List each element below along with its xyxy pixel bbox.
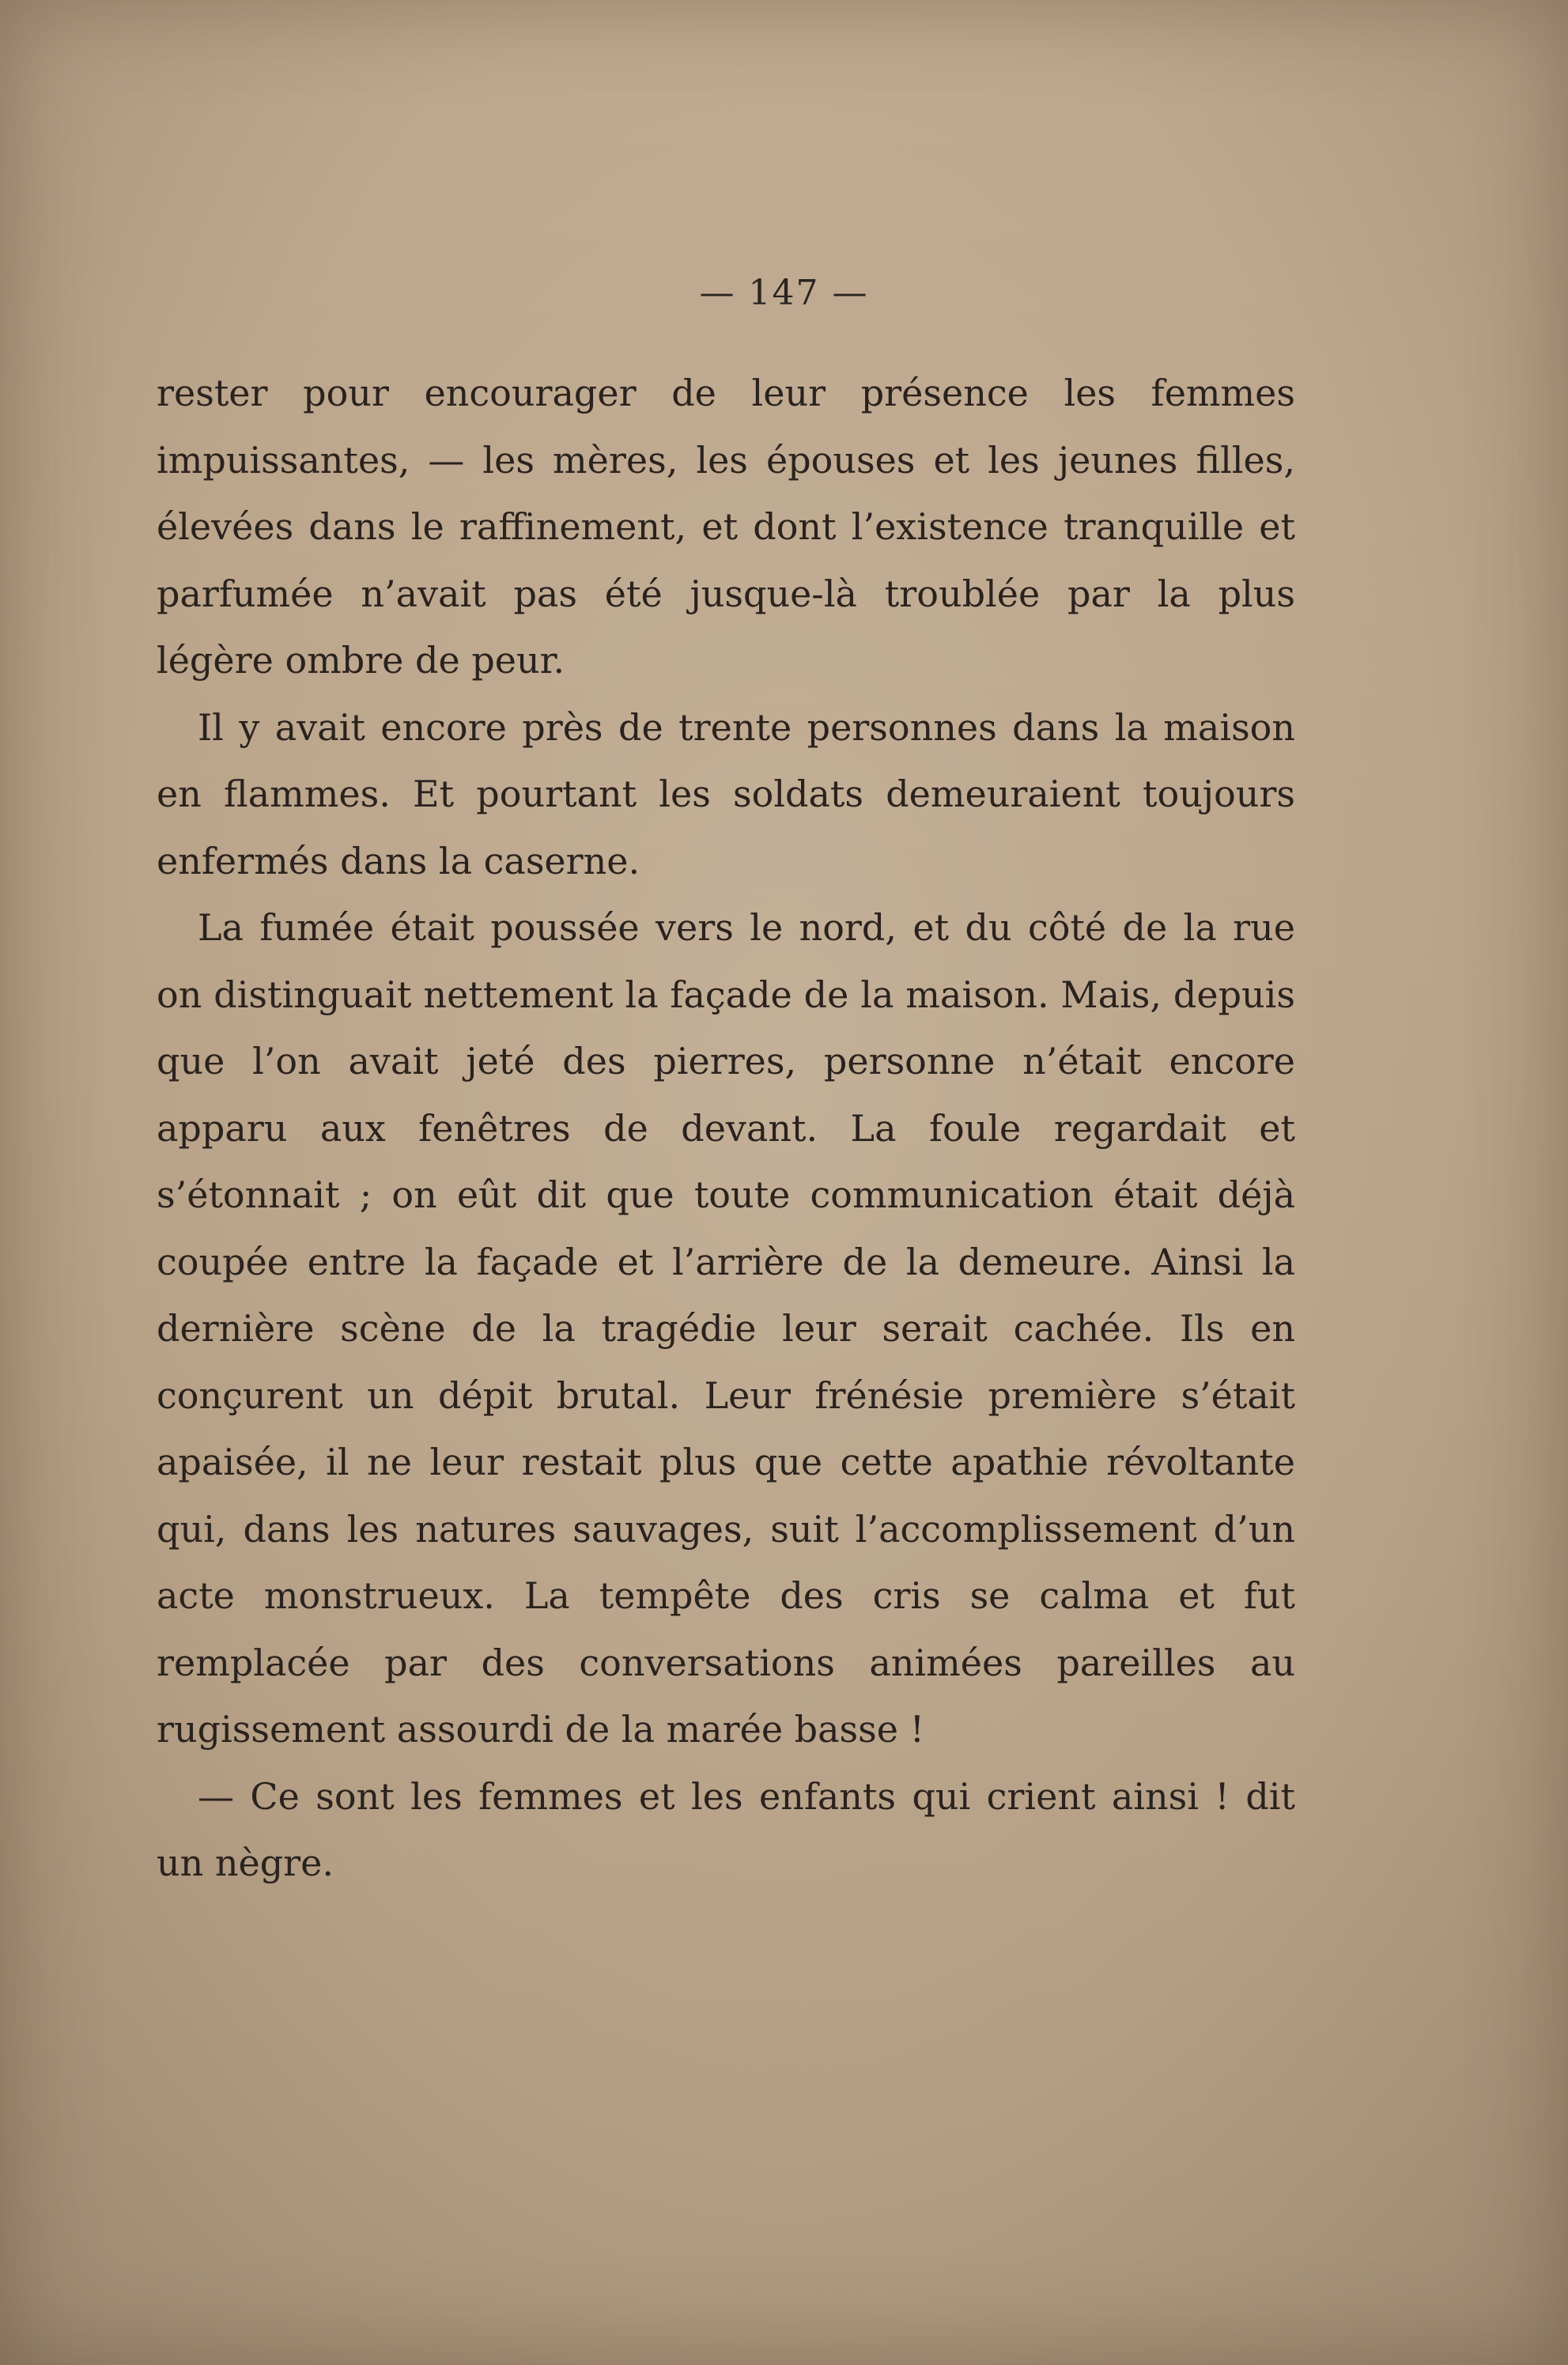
body-text bbox=[157, 360, 1295, 1897]
paragraph-3: La fumée était poussée vers le nord, et du côté de la rue on distinguait nettement la façade de la maison. Mais, depuis que l’on avait jeté des pierres, personne n’était encore apparu aux fenêtres de devant. La foule regardait et s’étonnait ; on eût dit que toute communication était déjà coupée entre la façade et l’arrière de la demeure. Ainsi la dernière scène de la tragédie leur serait cachée. Ils en conçurent un dépit brutal. Leur frénésie première s’était apaisée, il ne leur restait plus que cette apathie révoltante qui, dans les natures sauvages, suit l’accomplissement d’un acte monstrueux. La tempête des cris se calma et fut remplacée par des conversations animées pareilles au rugissement assourdi de la marée basse ! bbox=[157, 906, 1295, 1751]
page-number: — 147 — bbox=[699, 273, 869, 313]
paragraph-1: rester pour encourager de leur présence les femmes impuissantes, — les mères, les épouses et les jeunes filles, élevées dans le raffinement, et dont l’existence tranquille et parfumée n’avait pas été jusque-là troublée par la plus légère ombre de peur. bbox=[157, 372, 1295, 682]
paragraph-2: Il y avait encore près de trente personnes dans la maison en flammes. Et pourtant les soldats demeuraient toujours enfermés dans la caserne. bbox=[157, 705, 1295, 882]
paragraph-4-dialogue: — Ce sont les femmes et les enfants qui crient ainsi ! dit un nègre. bbox=[157, 1774, 1295, 1884]
